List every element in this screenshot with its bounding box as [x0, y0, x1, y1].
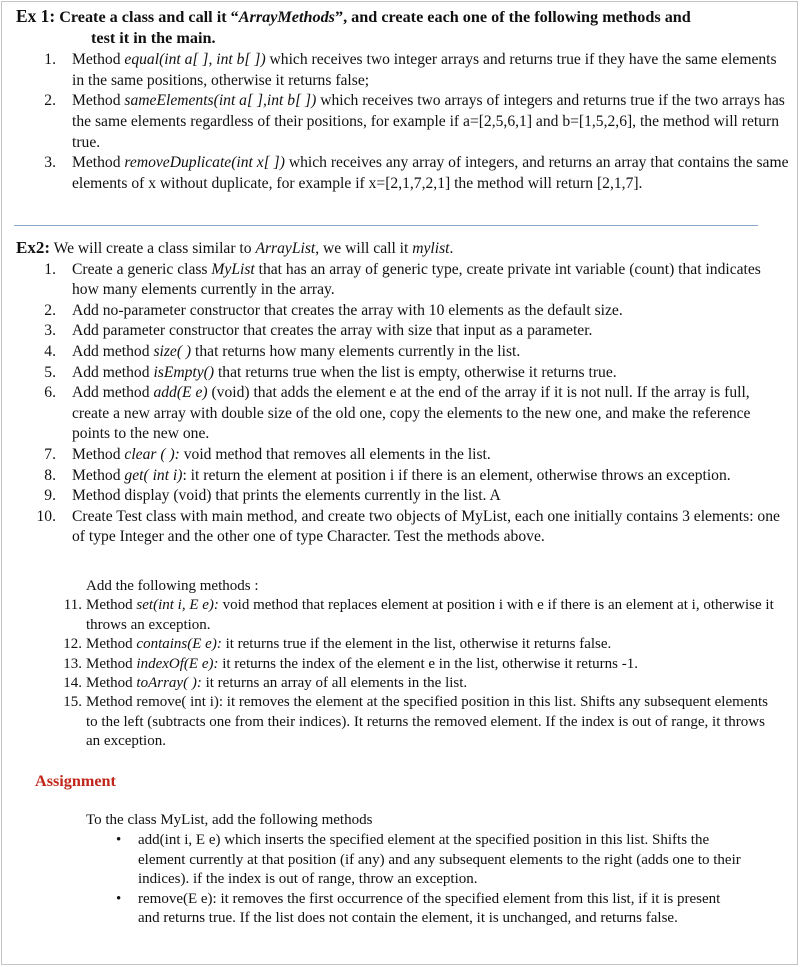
item-text: it returns true if the element in the list, otherwise it returns false. — [221, 636, 612, 653]
item-number: 5. — [44, 363, 56, 381]
item-text: (void) that adds the element e at the end of the array if it is not null. If the array is full, create a new array with double size of the old one, copy the elements to the new one, and make the reference points to the new one. — [72, 384, 751, 443]
additional-methods-intro: Add the following methods : — [86, 578, 259, 594]
item-text: that returns how many elements currently in the list. — [191, 342, 521, 360]
item-number: 11. — [63, 597, 82, 614]
ex2-class-name: ArrayList — [255, 240, 316, 257]
item-number: 13. — [63, 655, 82, 672]
item-text: Method — [72, 445, 125, 463]
item-number: 15. — [63, 694, 82, 711]
ex2-item — [16, 466, 789, 487]
ex2-item — [16, 260, 789, 301]
item-text: Add no-parameter constructor that creates the array with 10 elements as the default size. — [72, 301, 623, 319]
ex2-item — [16, 321, 789, 342]
item-code: indexOf(E e): — [136, 655, 219, 672]
bullet-icon: • — [116, 890, 122, 907]
assignment-bullet — [116, 890, 741, 929]
bullet-text: remove(E e): it removes the first occurrence of the specified element from this list, if it is present and returns true. If the list does not contain the element, it is unchanged, and returns false. — [138, 890, 721, 927]
ex2-title-text-end: . — [449, 240, 454, 257]
item-text: which receives any array of integers, and returns an array that contains the same elements of x without duplicate, for example if x=[2,1,7,2,1] the method will return [2,1,7]. — [72, 154, 789, 192]
additional-item — [52, 674, 781, 693]
item-text: Method — [72, 154, 125, 172]
item-code: clear ( ): — [124, 445, 180, 463]
item-text: : it return the element at position i if there is an element, otherwise throws an exception. — [182, 466, 731, 484]
item-code: isEmpty() — [153, 363, 215, 381]
ex1-title-text: Create a class and call it “ — [59, 8, 239, 26]
item-number: 6. — [44, 384, 56, 402]
item-code: size( ) — [153, 342, 192, 360]
ex1-list — [16, 50, 789, 194]
item-text: Method — [72, 51, 125, 69]
item-text: Method — [86, 675, 137, 692]
ex1-item — [16, 153, 789, 194]
item-text: Method — [86, 655, 137, 672]
additional-methods-list — [52, 596, 781, 751]
ex2-list-name: mylist — [412, 240, 450, 257]
item-number: 8. — [44, 466, 56, 484]
item-text: Create a generic class — [72, 260, 212, 278]
assignment-heading: Assignment — [35, 772, 116, 790]
item-text: Add parameter constructor that creates the array with size that input as a parameter. — [72, 322, 593, 340]
ex1-label: Ex 1: — [16, 6, 56, 26]
item-code: equal(int a[ ], int b[ ]) — [124, 51, 266, 69]
additional-item — [52, 596, 781, 635]
ex2-title-text: We will create a class similar to — [50, 240, 256, 257]
ex1-section — [16, 6, 789, 194]
item-number: 4. — [44, 342, 56, 360]
item-number: 14. — [63, 675, 82, 692]
ex2-item — [16, 363, 789, 384]
item-text: Add method — [72, 342, 154, 360]
ex2-title — [16, 238, 789, 260]
item-code: removeDuplicate(int x[ ]) — [124, 154, 285, 172]
ex2-item — [16, 445, 789, 466]
item-number: 2. — [44, 92, 56, 110]
bullet-icon: • — [116, 832, 122, 848]
item-number: 7. — [44, 445, 56, 463]
ex1-title-continuation: test it in the main. — [91, 28, 216, 47]
item-number: 3. — [44, 322, 56, 340]
assignment-intro: To the class MyList, add the following methods — [86, 812, 373, 828]
additional-methods — [52, 577, 781, 752]
item-text: it returns an array of all elements in the list. — [201, 675, 468, 692]
ex1-item — [16, 50, 789, 91]
item-text: Method display (void) that prints the elements currently in the list. A — [72, 487, 501, 505]
ex2-title-text: , we will call it — [315, 240, 413, 257]
item-text: void method that removes all elements in the list. — [179, 445, 491, 463]
item-number: 1. — [44, 260, 56, 278]
item-number: 1. — [44, 51, 56, 69]
additional-item — [52, 635, 781, 654]
item-text: Method remove( int i): it removes the element at the specified position in this list. Shifts any subsequent elements to the left (subtracts one from their indices). It returns the removed element. If the index is out of range, it throws an exception. — [86, 694, 768, 750]
item-text: Method — [72, 92, 125, 110]
section-divider — [14, 225, 758, 226]
additional-item — [52, 655, 781, 674]
item-text: it returns the index of the element e in the list, otherwise it returns -1. — [218, 655, 638, 672]
item-code: set(int i, E e): — [136, 597, 219, 614]
item-text: Add method — [72, 363, 154, 381]
ex2-list — [16, 260, 789, 548]
item-number: 10. — [36, 507, 56, 525]
ex1-item — [16, 91, 789, 153]
ex2-section — [16, 238, 789, 548]
item-text: void method that replaces element at position i with e if there is an element at i, otherwise it throws an exception. — [86, 597, 774, 633]
item-code: add(E e) — [153, 384, 208, 402]
ex2-item — [16, 383, 789, 445]
ex2-item — [16, 301, 789, 322]
ex2-item — [16, 486, 789, 507]
item-code: MyList — [211, 260, 255, 278]
item-text: Create Test class with main method, and create two objects of MyList, each one initially contains 3 elements: one of type Integer and the other one of type Character. Test the methods above. — [72, 507, 780, 546]
ex2-item — [16, 507, 789, 548]
item-text: Method — [86, 636, 137, 653]
item-text: which receives two integer arrays and returns true if they have the same elements in the same positions, otherwise it returns false; — [72, 51, 777, 89]
ex2-item — [16, 342, 789, 363]
item-text: Method — [86, 597, 137, 614]
ex2-label: Ex2: — [16, 238, 50, 257]
additional-item — [52, 693, 781, 751]
item-number: 12. — [63, 636, 82, 653]
item-number: 3. — [44, 154, 56, 172]
item-number: 2. — [44, 301, 56, 319]
item-text: which receives two arrays of integers and returns true if the two arrays has the same elements regardless of their positions, for example if a=[2,5,6,1] and b=[1,5,2,6], the method will return true. — [72, 92, 785, 151]
item-code: get( int i) — [124, 466, 183, 484]
assignment-bullet — [116, 831, 741, 890]
item-text: Method — [72, 466, 125, 484]
assignment-bullets — [116, 831, 741, 929]
item-text: Add method — [72, 384, 154, 402]
bullet-text: add(int i, E e) which inserts the specified element at the specified position in this list. Shifts the element currently at that position (if any) and any subsequent elements to the right (adds one to their indices). if the index is out of range, throw an exception. — [138, 832, 741, 888]
item-code: contains(E e): — [136, 636, 222, 653]
item-code: toArray( ): — [136, 675, 202, 692]
item-text: that returns true when the list is empty, otherwise it returns true. — [214, 363, 617, 381]
ex1-class-name: ArrayMethods — [238, 8, 335, 26]
ex1-title-text-end: ”, and create each one of the following methods and — [334, 8, 691, 26]
ex1-title — [16, 6, 789, 48]
item-number: 9. — [44, 487, 56, 505]
item-code: sameElements(int a[ ],int b[ ]) — [124, 92, 317, 110]
item-text: that has an array of generic type, create private int variable (count) that indicates how many elements currently in the array. — [72, 260, 761, 299]
